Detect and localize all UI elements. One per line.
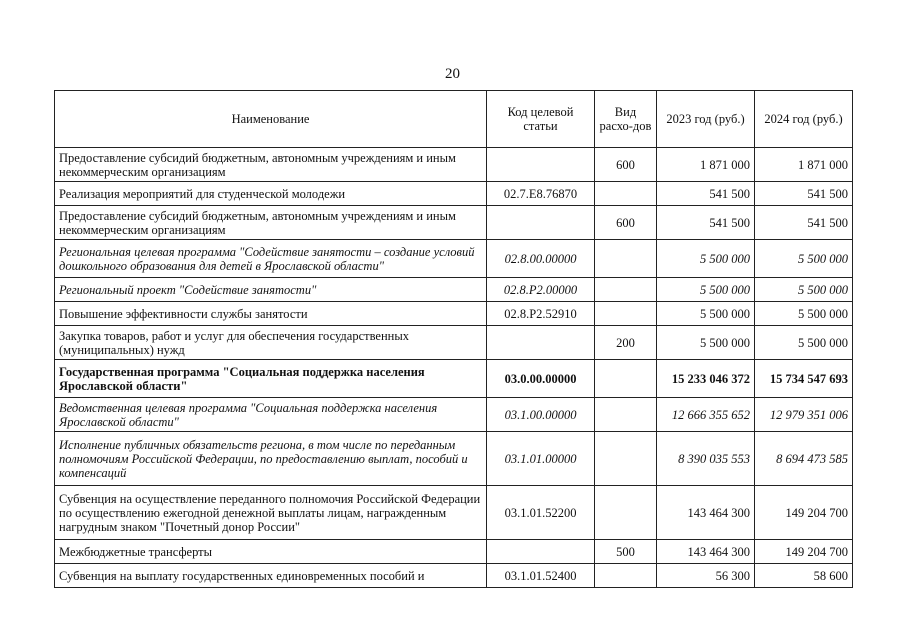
row-vid-cell [595,360,657,398]
row-2024-cell: 149 204 700 [755,486,853,540]
row-2024-cell: 149 204 700 [755,540,853,564]
table-header-row [55,91,853,148]
row-vid-cell [595,486,657,540]
table-row [55,148,853,182]
header-2024: 2024 год (руб.) [755,91,853,148]
row-2023-cell: 56 300 [657,564,755,588]
row-name-cell: Предоставление субсидий бюджетным, автономным учреждениям и иным некоммерческим организациям [55,148,487,182]
table-row [55,398,853,432]
table-row [55,432,853,486]
row-name-cell: Субвенция на осуществление переданного полномочия Российской Федерации по осуществлению ежегодной денежной выплаты лицам, награжденным нагрудным знаком "Почетный донор России" [55,486,487,540]
row-name-cell: Субвенция на выплату государственных единовременных пособий и [55,564,487,588]
row-vid-cell: 600 [595,206,657,240]
row-name-cell: Предоставление субсидий бюджетным, автономным учреждениям и иным некоммерческим организациям [55,206,487,240]
row-vid-cell: 500 [595,540,657,564]
row-2023-cell: 143 464 300 [657,540,755,564]
table-row [55,240,853,278]
row-2024-cell: 58 600 [755,564,853,588]
row-2023-cell: 5 500 000 [657,278,755,302]
row-code-cell: 03.1.00.00000 [487,398,595,432]
header-name: Наименование [55,91,487,148]
row-vid-cell [595,302,657,326]
row-code-cell [487,540,595,564]
row-2024-cell: 5 500 000 [755,278,853,302]
table-row [55,564,853,588]
row-vid-cell [595,398,657,432]
row-code-cell [487,206,595,240]
row-vid-cell: 200 [595,326,657,360]
row-name-cell: Государственная программа "Социальная поддержка населения Ярославской области" [55,360,487,398]
row-2023-cell: 5 500 000 [657,302,755,326]
table-row [55,326,853,360]
row-2024-cell: 541 500 [755,206,853,240]
row-2023-cell: 15 233 046 372 [657,360,755,398]
table-row [55,278,853,302]
row-2023-cell: 541 500 [657,206,755,240]
table-row [55,206,853,240]
row-2024-cell: 1 871 000 [755,148,853,182]
row-code-cell: 03.0.00.00000 [487,360,595,398]
row-vid-cell [595,182,657,206]
row-2023-cell: 5 500 000 [657,326,755,360]
row-code-cell: 03.1.01.00000 [487,432,595,486]
row-code-cell: 03.1.01.52200 [487,486,595,540]
row-2023-cell: 541 500 [657,182,755,206]
page-number: 20 [445,66,460,82]
row-2023-cell: 1 871 000 [657,148,755,182]
row-2024-cell: 5 500 000 [755,326,853,360]
header-2023: 2023 год (руб.) [657,91,755,148]
row-name-cell: Повышение эффективности службы занятости [55,302,487,326]
row-2024-cell: 12 979 351 006 [755,398,853,432]
row-vid-cell [595,240,657,278]
row-vid-cell [595,432,657,486]
row-vid-cell: 600 [595,148,657,182]
table-body [55,148,853,588]
row-name-cell: Исполнение публичных обязательств региона, в том числе по переданным полномочиям Российской Федерации, по предоставлению выплат, пособий и компенсаций [55,432,487,486]
table-row [55,302,853,326]
table-row [55,182,853,206]
row-2024-cell: 541 500 [755,182,853,206]
row-code-cell: 02.8.P2.00000 [487,278,595,302]
row-vid-cell [595,278,657,302]
table-row [55,486,853,540]
row-vid-cell [595,564,657,588]
row-name-cell: Закупка товаров, работ и услуг для обеспечения государственных (муниципальных) нужд [55,326,487,360]
row-2024-cell: 5 500 000 [755,240,853,278]
row-name-cell: Региональная целевая программа "Содействие занятости – создание условий дошкольного образования для детей в Ярославской области" [55,240,487,278]
row-code-cell: 03.1.01.52400 [487,564,595,588]
header-vid: Вид расхо-дов [595,91,657,148]
row-2024-cell: 15 734 547 693 [755,360,853,398]
row-name-cell: Межбюджетные трансферты [55,540,487,564]
row-name-cell: Ведомственная целевая программа "Социальная поддержка населения Ярославской области" [55,398,487,432]
row-2023-cell: 143 464 300 [657,486,755,540]
header-code: Код целевой статьи [487,91,595,148]
row-name-cell: Реализация мероприятий для студенческой молодежи [55,182,487,206]
row-2023-cell: 8 390 035 553 [657,432,755,486]
row-2023-cell: 12 666 355 652 [657,398,755,432]
table-row [55,360,853,398]
row-2024-cell: 8 694 473 585 [755,432,853,486]
budget-table [54,90,853,588]
row-code-cell: 02.8.P2.52910 [487,302,595,326]
row-name-cell: Региональный проект "Содействие занятости" [55,278,487,302]
row-2024-cell: 5 500 000 [755,302,853,326]
table-row [55,540,853,564]
row-2023-cell: 5 500 000 [657,240,755,278]
row-code-cell [487,326,595,360]
row-code-cell [487,148,595,182]
row-code-cell: 02.8.00.00000 [487,240,595,278]
row-code-cell: 02.7.E8.76870 [487,182,595,206]
